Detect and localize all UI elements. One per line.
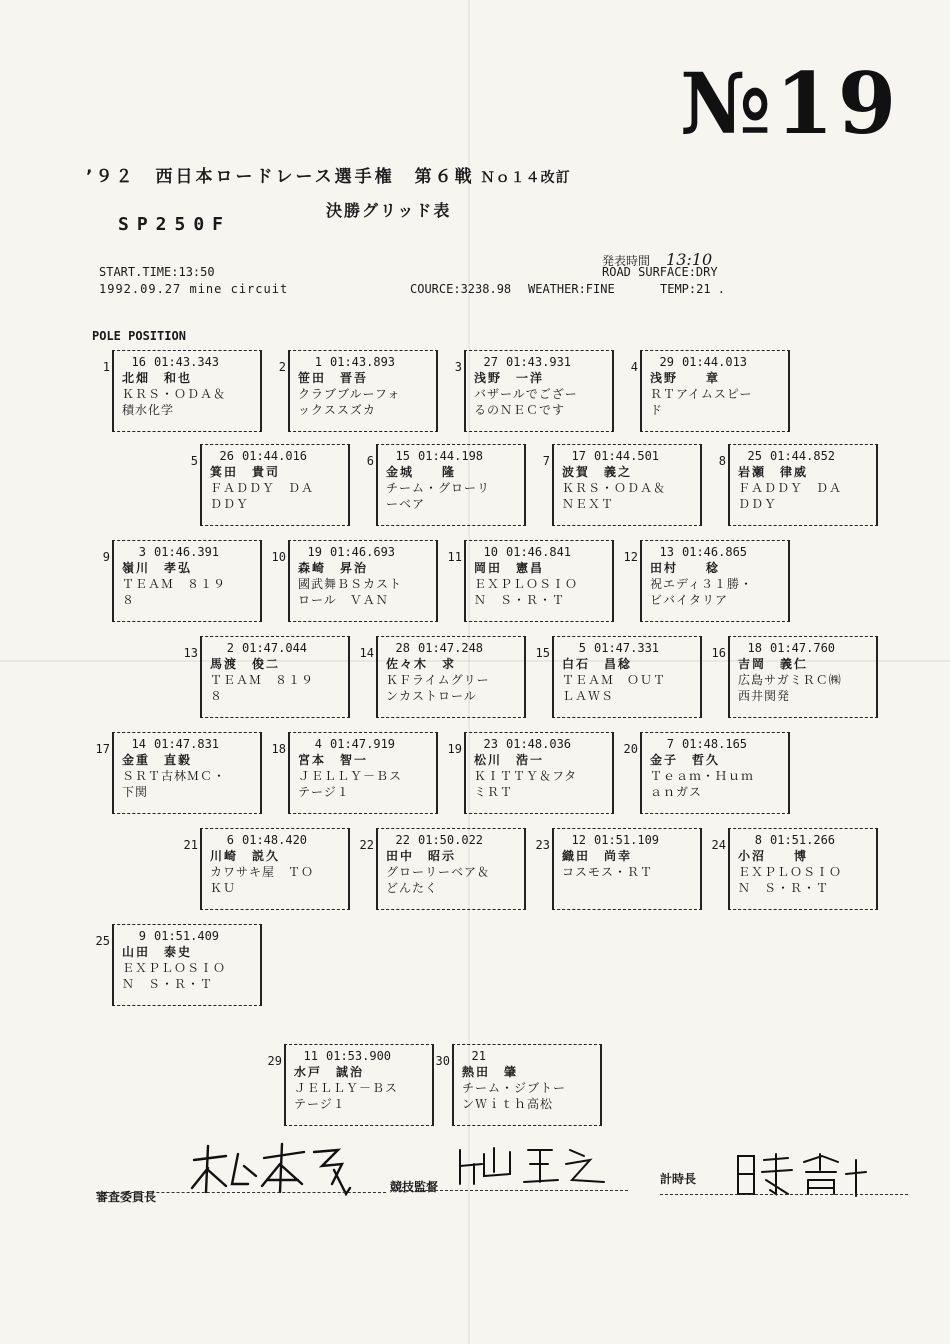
rider-number: 27 <box>483 355 498 369</box>
team-name-line-2: Ｎ Ｓ・Ｒ・Ｔ <box>122 977 214 991</box>
team-name-line-1: ＫＩＴＴＹ＆フタ <box>474 769 578 783</box>
qualifying-time: 01:50.022 <box>418 833 484 847</box>
document-number: №19 <box>680 54 901 153</box>
rider-name: 佐々木 求 <box>386 657 457 671</box>
rider-number: 15 <box>395 449 410 463</box>
team-name-line-2: 西井関発 <box>738 689 791 703</box>
rider-name: 笹田 晋吾 <box>298 371 369 385</box>
grid-slot <box>623 540 790 622</box>
grid-slot <box>366 444 526 526</box>
grid-position: 9 <box>102 550 110 564</box>
qualifying-row <box>298 354 430 370</box>
rider-number: 29 <box>659 355 674 369</box>
qualifying-time: 01:51.266 <box>770 833 836 847</box>
grid-slot <box>278 350 438 432</box>
qualifying-row <box>210 448 342 464</box>
qualifying-time: 01:47.760 <box>770 641 836 655</box>
rider-name: 水戸 誠治 <box>294 1065 365 1079</box>
rider-number: 19 <box>307 545 322 559</box>
rider-number: 4 <box>314 737 322 751</box>
rider-name: 織田 尚幸 <box>562 849 633 863</box>
rider-number: 2 <box>226 641 234 655</box>
qualifying-row <box>650 354 782 370</box>
team-name-line-1: ＫＦライムグリー <box>386 673 490 687</box>
qualifying-time: 01:48.165 <box>682 737 748 751</box>
announce-label: 発表時間 <box>602 254 651 268</box>
qualifying-row <box>562 448 694 464</box>
pole-position-label: POLE POSITION <box>92 329 186 343</box>
team-name-line-2: ンカストロール <box>386 689 477 703</box>
team-name-line-1: ＴＥＡＭ ８１９ <box>210 673 315 687</box>
rider-name: 森崎 昇治 <box>298 561 369 575</box>
qualifying-time: 01:46.865 <box>682 545 748 559</box>
grid-position: 25 <box>95 934 110 948</box>
grid-slot <box>535 636 702 718</box>
team-name-line-2: 下関 <box>122 785 149 799</box>
grid-slot <box>535 828 702 910</box>
team-name-line-2: ８ <box>122 593 136 607</box>
qualifying-row <box>122 354 254 370</box>
team-name-line-2: ロール ＶＡＮ <box>298 593 389 607</box>
team-name-line-1: ＴＥＡＭ ８１９ <box>122 577 227 591</box>
qualifying-row <box>122 928 254 944</box>
grid-position: 18 <box>271 742 286 756</box>
grid-slot <box>102 540 262 622</box>
rider-name: 金重 直毅 <box>122 753 193 767</box>
grid-position: 11 <box>447 550 462 564</box>
rider-name: 北畑 和也 <box>122 371 193 385</box>
qualifying-row <box>122 736 254 752</box>
rider-name: 箕田 貴司 <box>210 465 281 479</box>
qualifying-time: 01:43.893 <box>330 355 396 369</box>
rider-name: 馬渡 俊二 <box>210 657 281 671</box>
grid-slot <box>623 732 790 814</box>
rider-number: 23 <box>483 737 498 751</box>
grid-position: 22 <box>359 838 374 852</box>
qualifying-row <box>386 448 518 464</box>
announce-time-value: 13:10 <box>666 250 713 269</box>
rider-number: 12 <box>571 833 586 847</box>
grid-slot <box>454 350 614 432</box>
rider-number: 13 <box>659 545 674 559</box>
rider-number: 25 <box>747 449 762 463</box>
rider-name: 田中 昭示 <box>386 849 457 863</box>
team-name-line-1: チーム・ジブトー <box>462 1081 567 1095</box>
team-name-line-1: ＳＲＴ古林ＭＣ・ <box>122 769 227 783</box>
qualifying-row <box>294 1048 426 1064</box>
qualifying-time: 01:47.044 <box>242 641 308 655</box>
qualifying-row <box>738 448 870 464</box>
grid-position: 24 <box>711 838 726 852</box>
grid-position: 21 <box>183 838 198 852</box>
qualifying-row <box>298 736 430 752</box>
team-name-line-2: るのＮＥＣです <box>474 403 566 417</box>
rider-name: 金城 隆 <box>386 465 457 479</box>
team-name-line-2: ビバイタリア <box>650 593 729 607</box>
grid-position: 13 <box>183 646 198 660</box>
rider-number: 18 <box>747 641 762 655</box>
document-title <box>86 162 571 187</box>
grid-position: 4 <box>630 360 638 374</box>
qualifying-time: 01:47.331 <box>594 641 660 655</box>
chief-timekeeper-signature <box>732 1150 872 1200</box>
team-name-line-1: ＫＲＳ・ＯＤＡ＆ <box>122 387 227 401</box>
rider-name: 小沼 博 <box>738 849 809 863</box>
chief-steward-signature <box>186 1140 356 1200</box>
rider-name: 浅野 章 <box>650 371 721 385</box>
team-name-line-2: テージ１ <box>298 785 350 799</box>
rider-number: 14 <box>131 737 146 751</box>
qualifying-row <box>474 354 606 370</box>
team-name-line-1: ＲＴアイムスピー <box>650 387 753 401</box>
rider-number: 28 <box>395 641 410 655</box>
grid-slot <box>95 732 262 814</box>
chief-steward-line <box>96 1192 386 1193</box>
qualifying-time: 01:51.409 <box>154 929 220 943</box>
rider-name: 熱田 肇 <box>462 1065 519 1079</box>
grid-position: 1 <box>102 360 110 374</box>
qualifying-row <box>210 832 342 848</box>
qualifying-time: 01:48.036 <box>506 737 572 751</box>
grid-slot <box>271 732 438 814</box>
rider-number: 9 <box>138 929 146 943</box>
team-name-line-1: コスモス・ＲＴ <box>562 865 654 879</box>
qualifying-row <box>562 832 694 848</box>
team-name-line-2: ド <box>650 403 664 417</box>
team-name-line-1: ＪＥＬＬＹ－Ｂス <box>298 769 403 783</box>
team-name-line-2: ＤＤＹ <box>738 497 778 511</box>
grid-slot <box>183 828 350 910</box>
rider-number: 6 <box>226 833 234 847</box>
rider-number: 16 <box>131 355 146 369</box>
qualifying-time: 01:46.693 <box>330 545 396 559</box>
team-name-line-2: テージ１ <box>294 1097 346 1111</box>
qualifying-row <box>386 832 518 848</box>
rider-name: 波賀 義之 <box>562 465 633 479</box>
team-name-line-2: どんたく <box>386 881 439 895</box>
rider-name: 岩瀬 律威 <box>738 465 809 479</box>
chief-timekeeper-line <box>660 1194 908 1195</box>
team-name-line-1: ＥＸＰＬＯＳＩＯ <box>738 865 843 879</box>
race-director-line <box>390 1190 628 1191</box>
rider-number: 7 <box>666 737 674 751</box>
qualifying-time: 01:44.501 <box>594 449 660 463</box>
qualifying-time: 01:44.852 <box>770 449 836 463</box>
rider-number: 22 <box>395 833 410 847</box>
team-name-line-1: バザールでござー <box>474 387 578 401</box>
grid-position: 6 <box>366 454 374 468</box>
grid-slot <box>95 924 262 1006</box>
title-text: ’９２ 西日本ロードレース選手権 第６戦 <box>86 167 475 187</box>
qualifying-time: 01:43.931 <box>506 355 572 369</box>
team-name-line-2: ンＷｉｔｈ高松 <box>462 1097 554 1111</box>
grid-slot <box>102 350 262 432</box>
team-name-line-1: ＪＥＬＬＹ－Ｂス <box>294 1081 399 1095</box>
team-name-line-2: ａｎガス <box>650 785 703 799</box>
grid-slot <box>542 444 702 526</box>
grid-slot <box>359 636 526 718</box>
qualifying-row <box>122 544 254 560</box>
chief-timekeeper-label: 計時長 <box>660 1172 697 1186</box>
rider-name: 宮本 智一 <box>298 753 369 767</box>
qualifying-time: 01:47.919 <box>330 737 396 751</box>
team-name-line-2: 積水化学 <box>122 403 175 417</box>
grid-slot <box>359 828 526 910</box>
grid-position: 29 <box>267 1054 282 1068</box>
rider-name: 川崎 説久 <box>210 849 281 863</box>
start-time: START.TIME:13:50 <box>99 265 215 279</box>
rider-name: 田村 稔 <box>650 561 721 575</box>
grid-slot <box>267 1044 434 1126</box>
rider-name: 金子 哲久 <box>650 753 721 767</box>
grid-slot <box>718 444 878 526</box>
qualifying-row <box>210 640 342 656</box>
rider-number: 21 <box>471 1049 486 1063</box>
rider-name: 山田 泰史 <box>122 945 193 959</box>
team-name-line-2 <box>562 880 694 896</box>
team-name-line-2: Ｎ Ｓ・Ｒ・Ｔ <box>474 593 566 607</box>
rider-name: 浅野 一洋 <box>474 371 545 385</box>
grid-slot <box>435 1044 602 1126</box>
rider-name: 白石 昌稔 <box>562 657 633 671</box>
grid-position: 23 <box>535 838 550 852</box>
grid-slot <box>190 444 350 526</box>
qualifying-row <box>462 1048 594 1064</box>
team-name-line-1: ＥＸＰＬＯＳＩＯ <box>122 961 227 975</box>
qualifying-time: 01:47.248 <box>418 641 484 655</box>
team-name-line-1: クラブブルーフォ <box>298 387 401 401</box>
qualifying-row <box>650 736 782 752</box>
course-length: COURCE:3238.98 <box>410 282 512 296</box>
qualifying-row <box>386 640 518 656</box>
team-name-line-1: ＦＡＤＤＹ ＤＡ <box>738 481 843 495</box>
race-director-label: 競技監督 <box>390 1180 439 1194</box>
qualifying-row <box>738 640 870 656</box>
qualifying-row <box>738 832 870 848</box>
revision-label: Ｎｏ１４改訂 <box>480 170 571 186</box>
rider-number: 17 <box>571 449 586 463</box>
grid-position: 30 <box>435 1054 450 1068</box>
qualifying-row <box>298 544 430 560</box>
team-name-line-2: Ｎ Ｓ・Ｒ・Ｔ <box>738 881 830 895</box>
qualifying-row <box>474 736 606 752</box>
grid-position: 15 <box>535 646 550 660</box>
qualifying-row <box>474 544 606 560</box>
grid-slot <box>183 636 350 718</box>
grid-position: 20 <box>623 742 638 756</box>
rider-number: 1 <box>314 355 322 369</box>
qualifying-time: 01:44.013 <box>682 355 748 369</box>
rider-number: 3 <box>138 545 146 559</box>
rider-number: 5 <box>578 641 586 655</box>
grid-slot <box>711 828 878 910</box>
team-name-line-1: チーム・グローリ <box>386 481 491 495</box>
team-name-line-2: ックススズカ <box>298 403 376 417</box>
qualifying-row <box>650 544 782 560</box>
team-name-line-2: ＤＤＹ <box>210 497 250 511</box>
team-name-line-1: グローリーベア＆ <box>386 865 491 879</box>
grid-position: 17 <box>95 742 110 756</box>
grid-slot <box>447 732 614 814</box>
grid-position: 7 <box>542 454 550 468</box>
rider-number: 10 <box>483 545 498 559</box>
grid-slot <box>271 540 438 622</box>
rider-name: 吉岡 義仁 <box>738 657 809 671</box>
rider-name: 嶺川 孝弘 <box>122 561 193 575</box>
qualifying-time: 01:44.198 <box>418 449 484 463</box>
team-name-line-2: ーベア <box>386 497 426 511</box>
team-name-line-2: ミＲＴ <box>474 785 514 799</box>
qualifying-time: 01:51.109 <box>594 833 660 847</box>
grid-slot <box>447 540 614 622</box>
road-surface: ROAD SURFACE:DRY <box>602 265 718 279</box>
team-name-line-1: カワサキ屋 ＴＯ <box>210 865 315 879</box>
grid-position: 16 <box>711 646 726 660</box>
race-class: SP250F <box>118 214 232 235</box>
chief-steward-label: 審査委員長 <box>96 1190 157 1204</box>
team-name-line-1: 広島サガミＲＣ㈱ <box>738 673 842 687</box>
grid-position: 19 <box>447 742 462 756</box>
grid-position: 2 <box>278 360 286 374</box>
grid-position: 10 <box>271 550 286 564</box>
temperature: TEMP:21 . <box>660 282 726 296</box>
rider-number: 26 <box>219 449 234 463</box>
race-director-signature <box>454 1142 614 1192</box>
team-name-line-1: ＦＡＤＤＹ ＤＡ <box>210 481 315 495</box>
qualifying-time: 01:46.391 <box>154 545 220 559</box>
rider-number: 8 <box>754 833 762 847</box>
team-name-line-2: ＫＵ <box>210 881 237 895</box>
qualifying-time: 01:48.420 <box>242 833 308 847</box>
grid-position: 8 <box>718 454 726 468</box>
grid-position: 3 <box>454 360 462 374</box>
rider-name: 岡田 憲昌 <box>474 561 545 575</box>
team-name-line-1: Ｔｅａｍ・Ｈｕｍ <box>650 769 755 783</box>
rider-name: 松川 浩一 <box>474 753 545 767</box>
grid-position: 5 <box>190 454 198 468</box>
grid-slot <box>630 350 790 432</box>
qualifying-time: 01:44.016 <box>242 449 308 463</box>
document-subtitle: 決勝グリッド表 <box>326 201 452 220</box>
rider-number: 11 <box>303 1049 318 1063</box>
team-name-line-2: ＬＡＷＳ <box>562 689 615 703</box>
qualifying-time: 01:43.343 <box>154 355 220 369</box>
grid-position: 14 <box>359 646 374 660</box>
team-name-line-1: 祝エディ３１勝・ <box>650 577 754 591</box>
qualifying-time: 01:46.841 <box>506 545 572 559</box>
team-name-line-1: 國武舞ＢＳカスト <box>298 577 403 591</box>
weather: WEATHER:FINE <box>528 282 615 296</box>
grid-slot <box>711 636 878 718</box>
qualifying-row <box>562 640 694 656</box>
team-name-line-1: ＴＥＡＭ ＯＵＴ <box>562 673 667 687</box>
qualifying-time: 01:47.831 <box>154 737 220 751</box>
team-name-line-1: ＥＸＰＬＯＳＩＯ <box>474 577 579 591</box>
team-name-line-2: ８ <box>210 689 224 703</box>
team-name-line-2: ＮＥＸＴ <box>562 497 615 511</box>
qualifying-time: 01:53.900 <box>326 1049 392 1063</box>
date-circuit: 1992.09.27 mine circuit <box>99 282 289 296</box>
grid-position: 12 <box>623 550 638 564</box>
team-name-line-1: ＫＲＳ・ＯＤＡ＆ <box>562 481 667 495</box>
